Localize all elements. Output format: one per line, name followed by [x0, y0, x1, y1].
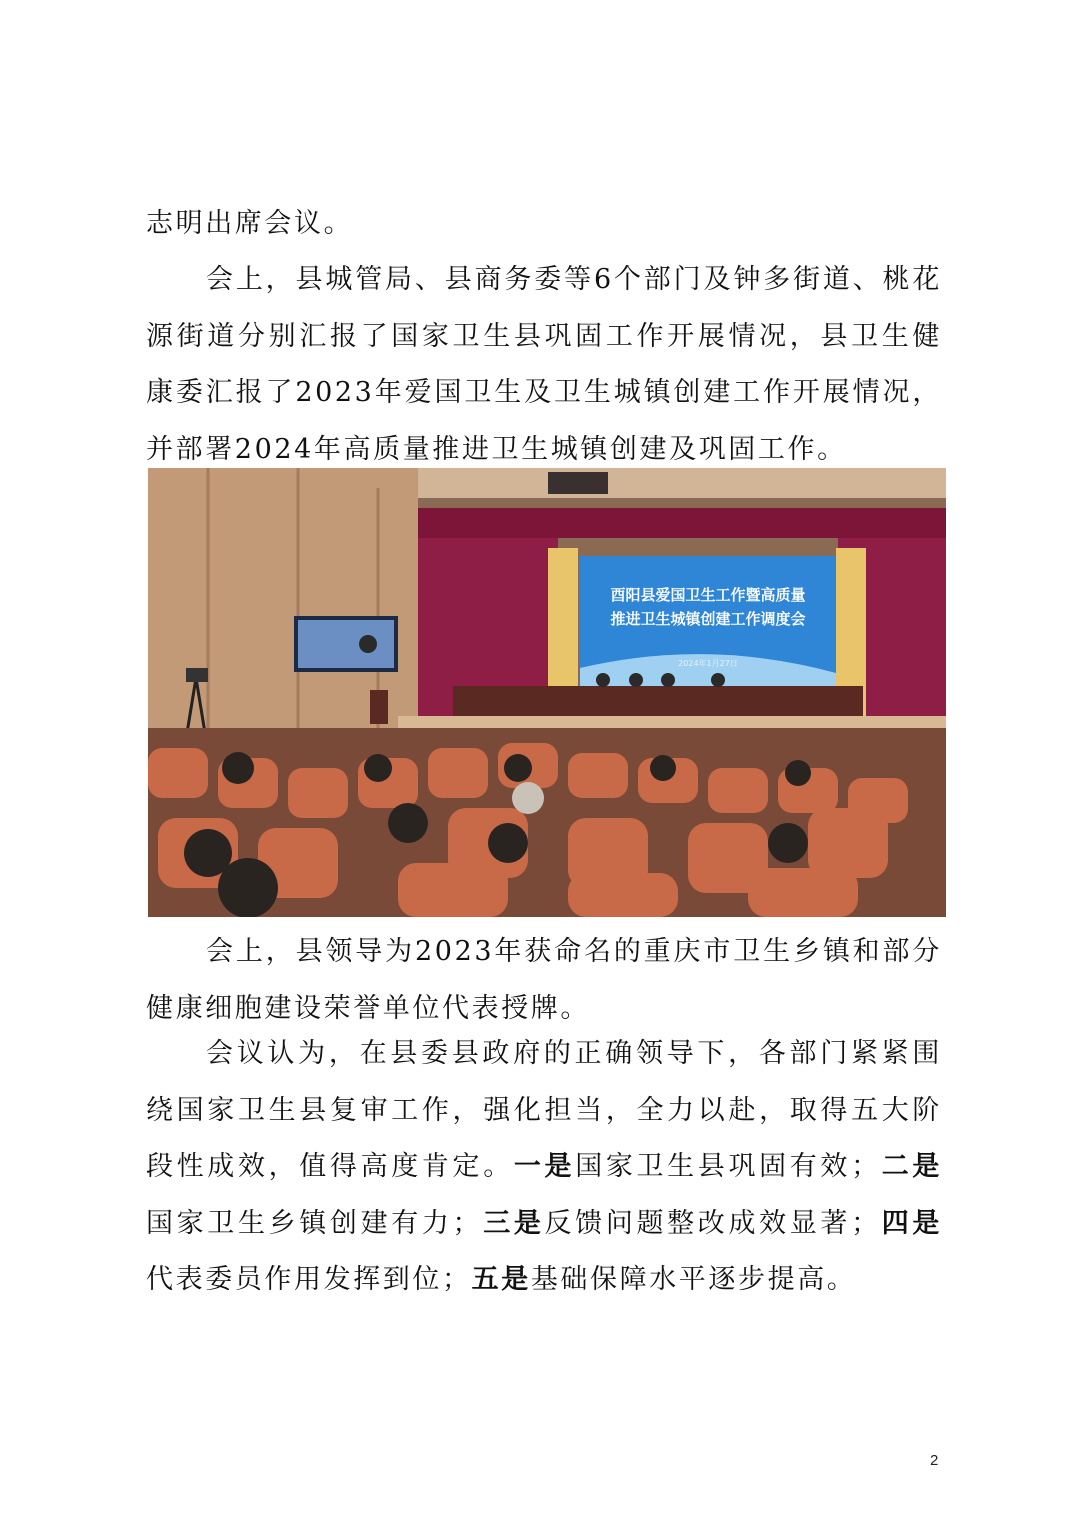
- paragraph-2: 会上，县城管局、县商务委等6个部门及钟多街道、桃花源街道分别汇报了国家卫生县巩固工作开展情况，县卫生健康委汇报了2023年爱国卫生及卫生城镇创建工作开展情况，并部署2024年高质量推进卫生城镇创建及巩固工作。: [146, 264, 942, 465]
- paragraph-1: 志明出席会议。: [146, 208, 354, 239]
- point-4-label: 四是: [880, 1207, 942, 1239]
- point-3-label: 三是: [482, 1207, 545, 1239]
- point-2-label: 二是: [880, 1151, 942, 1182]
- paragraph-4-intro: 会议认为，在县委县政府的正确领导下，各部门紧紧围绕国家卫生县复审工作，强化担当，全力以赴，取得五大阶段性成效，值得高度肯定。: [146, 1038, 942, 1182]
- point-5-text: 基础保障水平逐步提高。: [530, 1264, 857, 1295]
- point-1-label: 一是: [513, 1151, 576, 1182]
- paragraph-4: [146, 1026, 942, 1309]
- point-4-text: 代表委员作用发挥到位；: [146, 1264, 472, 1295]
- banner-title-line1: 酉阳县爱国卫生工作暨高质量: [610, 586, 806, 604]
- meeting-photo: [148, 468, 946, 917]
- point-5-label: 五是: [471, 1264, 531, 1295]
- point-2-text: 国家卫生乡镇创建有力；: [146, 1207, 483, 1239]
- banner-date: 2024年1月27日: [678, 659, 738, 668]
- point-1-text: 国家卫生县巩固有效；: [575, 1151, 881, 1182]
- page-number: 2: [930, 1452, 939, 1469]
- paragraph-3: 会上，县领导为2023年获命名的重庆市卫生乡镇和部分健康细胞建设荣誉单位代表授牌。: [146, 936, 942, 1024]
- banner-title-line2: 推进卫生城镇创建工作调度会: [610, 610, 806, 628]
- point-3-text: 反馈问题整改成效显著；: [544, 1207, 881, 1239]
